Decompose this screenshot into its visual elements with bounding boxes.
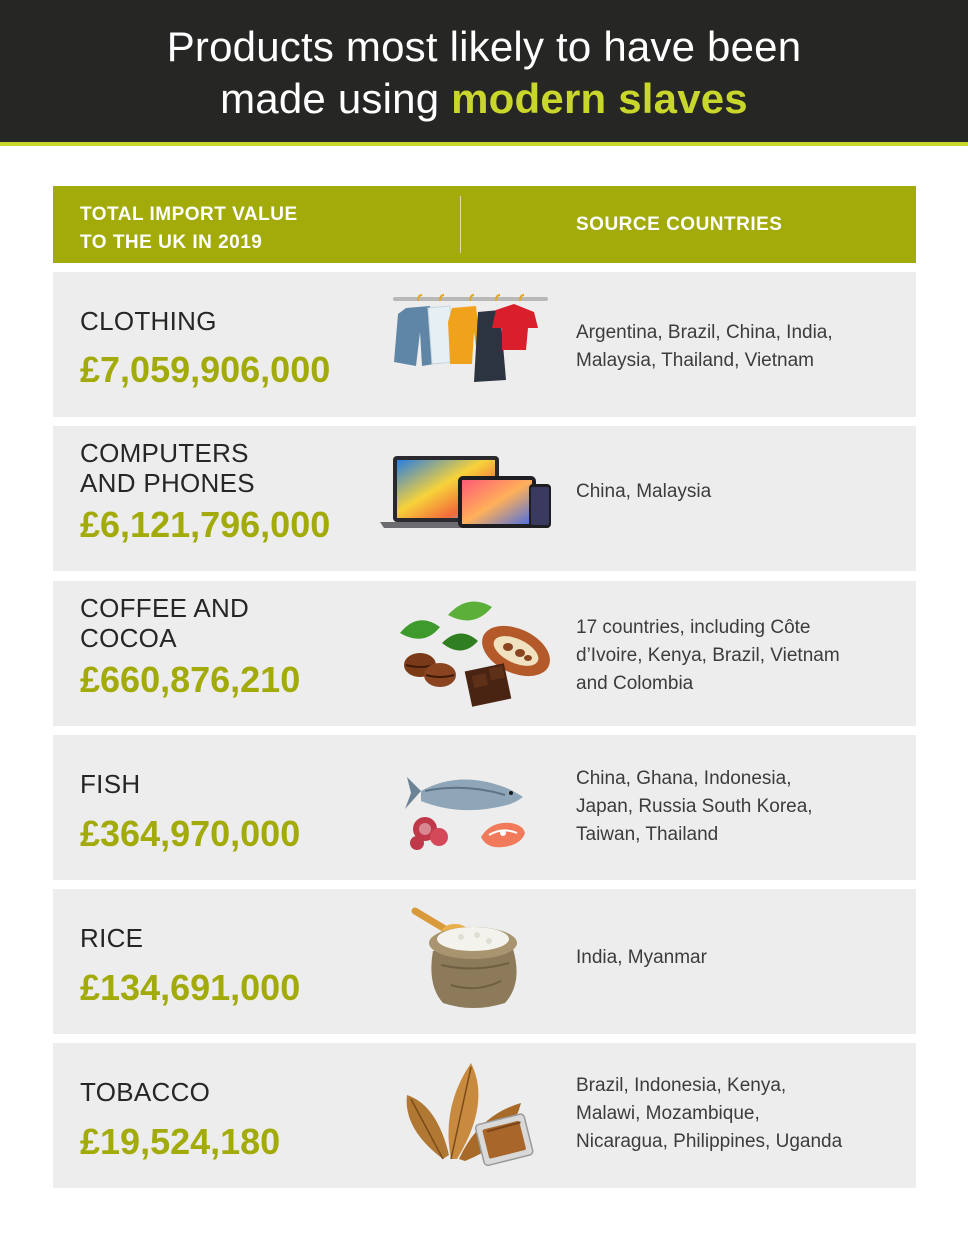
product-name-line-1: CLOTHING xyxy=(80,306,217,336)
product-name xyxy=(80,1077,210,1107)
source-countries xyxy=(576,614,896,698)
table-row-computers-and-phones xyxy=(53,426,916,571)
countries-line: 17 countries, including Côte xyxy=(576,617,811,638)
countries-line: Nicaragua, Philippines, Uganda xyxy=(576,1131,843,1152)
table-row-fish xyxy=(53,735,916,880)
product-name-line-1: FISH xyxy=(80,769,141,799)
fish-seafood-icon xyxy=(403,765,543,855)
title-line-1: Products most likely to have been xyxy=(166,23,802,70)
import-value: £134,691,000 xyxy=(80,967,301,1008)
countries-line: China, Malaysia xyxy=(576,481,712,502)
table-row-clothing xyxy=(53,272,916,417)
countries-line: and Colombia xyxy=(576,673,694,694)
import-value: £7,059,906,000 xyxy=(80,349,331,390)
import-value: £6,121,796,000 xyxy=(80,504,331,545)
source-countries xyxy=(576,478,896,506)
import-value-column-header xyxy=(80,201,298,257)
countries-line: Malaysia, Thailand, Vietnam xyxy=(576,350,814,371)
coffee-cocoa-icon xyxy=(396,595,556,710)
countries-line: Brazil, Indonesia, Kenya, xyxy=(576,1075,787,1096)
source-countries xyxy=(576,765,896,849)
product-name-line-2: COCOA xyxy=(80,623,177,653)
countries-line: d’Ivoire, Kenya, Brazil, Vietnam xyxy=(576,645,840,666)
page-header xyxy=(0,0,968,146)
source-countries-column-header: SOURCE COUNTRIES xyxy=(576,214,783,235)
product-name xyxy=(80,769,140,799)
countries-line: China, Ghana, Indonesia, xyxy=(576,768,792,789)
product-name xyxy=(80,438,255,498)
devices-icon xyxy=(378,452,553,532)
import-value: £660,876,210 xyxy=(80,659,301,700)
product-name-line-1: COMPUTERS xyxy=(80,438,249,468)
title-line-2 xyxy=(0,73,968,125)
header-divider xyxy=(460,196,461,253)
source-countries xyxy=(576,944,896,972)
product-name-line-1: COFFEE AND xyxy=(80,593,250,623)
product-name xyxy=(80,923,143,953)
source-countries xyxy=(576,1072,896,1156)
countries-line: India, Myanmar xyxy=(576,947,707,968)
title-plain-text: made using xyxy=(220,75,452,122)
tobacco-leaves-icon xyxy=(403,1059,538,1169)
import-value: £364,970,000 xyxy=(80,813,301,854)
product-name xyxy=(80,306,217,336)
product-name-line-2: AND PHONES xyxy=(80,468,255,498)
product-name-line-1: RICE xyxy=(80,923,144,953)
import-value-header-line-1: TOTAL IMPORT VALUE xyxy=(80,204,298,225)
countries-line: Argentina, Brazil, China, India, xyxy=(576,322,833,343)
import-value: £19,524,180 xyxy=(80,1121,281,1162)
table-row-coffee-and-cocoa xyxy=(53,581,916,726)
source-countries xyxy=(576,319,896,375)
countries-line: Taiwan, Thailand xyxy=(576,824,719,845)
product-name-line-1: TOBACCO xyxy=(80,1077,211,1107)
countries-line: Japan, Russia South Korea, xyxy=(576,796,813,817)
product-name xyxy=(80,593,249,653)
clothing-rack-icon xyxy=(388,292,558,390)
table-header xyxy=(53,186,916,263)
table-row-rice xyxy=(53,889,916,1034)
rice-sack-icon xyxy=(411,905,531,1013)
title-highlight-text: modern slaves xyxy=(451,75,748,122)
table-row-tobacco xyxy=(53,1043,916,1188)
countries-line: Malawi, Mozambique, xyxy=(576,1103,760,1124)
import-value-header-line-2: TO THE UK IN 2019 xyxy=(80,232,263,253)
